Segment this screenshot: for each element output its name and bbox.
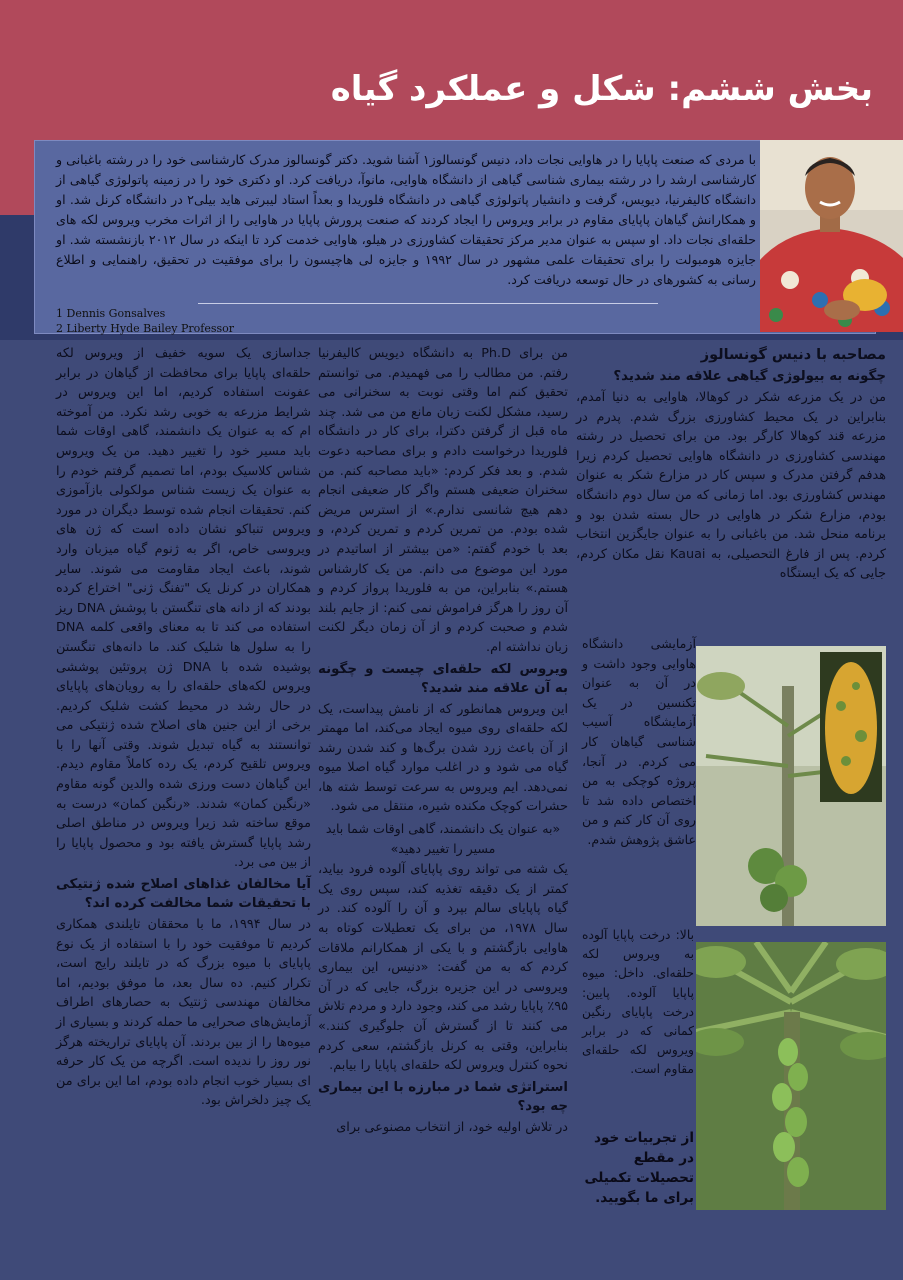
paragraph: این ویروس همانطور که از نامش پیداست، یک لکه حلقه‌ای روی میوه ایجاد می‌کند، اما مهمتر از آن باعث زرد شدن برگ‌ها و کند شدن رشد گیاه می شود و در اغلب موارد گیاه اصلا میوه نمی‌دهد. ایم ویروس به سرعت توسط شته ها، حشرات کوچک مکنده شیره، منتقل می شود. xyxy=(318,701,568,815)
photo-caption: بالا: درخت پاپایا آلوده به ویروس لکه حلقه‌ای. داخل: میوه پاپایا آلوده. پایین: درخت پاپایای رنگین کمانی که در برابر ویروس لکه حلقه‌ای مقاوم است. xyxy=(582,928,694,1077)
question-1: چگونه به بیولوژی گیاهی علاقه مند شدید؟ xyxy=(613,369,886,384)
answer-1-continued: آزمایشی دانشگاه هاوایی وجود داشت و در آن به عنوان تکنسین در یک آزمایشگاه آسیب شناسی گیاهان کار می کردم. در آنجا، پروژه کوچکی به من اختصاص داده شد تا روی آن کار کنم و من عاشق پژوهش شدم. xyxy=(582,636,696,847)
page-title: بخش ششم: شکل و عملکرد گیاه xyxy=(330,68,873,109)
interview-column-middle xyxy=(318,344,568,1139)
paragraph: جداسازی یک سویه خفیف از ویروس لکه حلقه‌ای پاپایا برای محافظت از گیاهان در برابر عفونت استفاده کردیم، اما این ویروس در شرایط مزرعه به خوبی رشد نکرد. من آموخته ام که به عنوان یک دانشمند، گاهی اوقات شما باید مسیر خود را تغییر دهید. من یک ویروس شناس کلاسیک بودم، اما تصمیم گرفتم خودم را به عنوان یک زیست شناس مولکولی بازآموزی کنم. تحقیقات انجام شده توسط دیگران در مورد ویروس تنباکو نشان داده است که ژن های ویروسی خاص، اگر به ژنوم گیاه میزبان وارد شوند، باعث ایجاد مقاومت می شوند. سایر همکاران در کرنل یک "تفنگ ژنی" اختراع کرده بودند که از دانه های تنگستن با پوشش DNA ریز استفاده می کند تا به معنای واقعی کلمه DNA را به سلول ها شلیک کند. ما دانه‌های تنگستن پوشیده شده با DNA ژن پروتئین پوششی ویروس لکه‌های حلقه‌ای را به رویان‌های پاپایای در حال رشد در محیط کشت شلیک کردیم. برخی از این جنین های اصلاح شده ژنتیکی می توانستند به گیاه تبدیل شوند. وقتی آنها را با ویروس تلقیح کردم، یک رده کاملاً مقاوم دیدم. این گیاهان دست ورزی شده والدین گونه مقاوم «رنگین کمان» شدند. «رنگین کمان» درست به موقع ساخته شد زیرا ویروس در مناطق اصلی رشد پاپایا گسترش یافته بود و محصول پاپایا را از بین می برد. xyxy=(56,346,311,871)
paragraph: در سال ۱۹۹۴، ما با محققان تایلندی همکاری کردیم تا موفقیت خود را با استفاده از یک نوع پاپایای با میوه بزرگ که در تایلند رایج است، تکرار کنیم. ده سال بعد، ما موفق بودیم، اما مخالفان مهندسی ژنتیک به حصارهای اطراف آزمایش‌های صحرایی ما حمله کردند و بسیاری از میوه‌ها را از بین بردند. آن پاپایای تراریخته هرگز نور روز را ندیده است. اگرچه من یک کار حرفه ای بسیار خوب انجام داده بودم، اما این برای من یک چیز دلخراش بود. xyxy=(56,917,311,1109)
paragraph: در تلاش اولیه خود، از انتخاب مصنوعی برای xyxy=(336,1119,568,1135)
paragraph: یک شته می تواند روی پاپایای آلوده فرود بیاید، کمتر از یک دقیقه تغذیه کند، سپس روی یک گیاه پاپایای سالم بپرد و آن را آلوده کند. در سال ۱۹۷۸، من برای یک تعطیلات کوتاه به هاوایی بازگشتم و با یکی از همکارانم ملاقات کردم که به من گفت: «دنیس، این بیماری ویروسی در این جزیره بزرگ، جایی که در آن ۹۵٪ پاپایا رشد می کند، وجود دارد و مردم تلاش می کنند تا از گسترش آن جلوگیری کنند.» بنابراین، وقتی به کرنل بازگشتم، سعی کردم نحوه کنترل ویروس لکه حلقه‌ای پاپایا را بیابم. xyxy=(318,862,568,1074)
infected-papaya-tree-photo xyxy=(696,646,886,926)
answer-1: من در یک مزرعه شکر در کوهالا، هاوایی به دنیا آمدم، بنابراین در یک محیط کشاورزی بزرگ شدم. پدرم در مزرعه قند کوهالا کارگر بود. من برای تحصیل در رشته مهندسی کشاورزی در دانشگاه هاوایی تحصیل کردم زیرا هدفم گرفتن مدرک و سپس کار در مزارع شکر به عنوان مهندس کشاورزی بود. اما زمانی که من سال دوم دانشگاه بودم، مزارع شکر در هاوایی در حال بسته شدن بود و برنامه منحل شد. من باغبانی را به عنوان جایگزین انتخاب کردم. پس از فارغ التحصیلی، به Kauai نقل مکان کردم، جایی که یک ایستگاه xyxy=(576,390,886,582)
pull-quote: از تجربیات خود در مقطع تحصیلات تکمیلی برای ما بگویید. xyxy=(584,1130,694,1206)
paragraph: من برای Ph.D به دانشگاه دیویس کالیفرنیا رفتم. من مطالب را می فهمیدم. می توانستم تحقیق کنم اما وقتی نوبت به سخنرانی می رسید، مشکل لکنت زبان مانع من می شد. چند ماه قبل از گرفتن دکترا، برای کار در دانشگاه فلوریدا درخواست دادم و برای مصاحبه دعوت شدم. و بعد فکر کردم: «باید مصاحبه کنم. من سخنران ضعیفی هستم واگر کار ضعیفی انجام دهم هیچ شانسی ندارم.» از استرس مریض شده بودم. من تمرین کردم و تمرین کردم، و بعد با خودم گفتم: «من بیشتر از اساتیدم در مورد این موضوع می دانم. من یک کارشناس هستم.» بنابراین، من به فلوریدا پرواز کردم و آن روز را هرگز فراموش نمی کنم: از جایم بلند شدم و صحبت کردم و از آن زمان دیگر لکنت زبان نداشته ام. xyxy=(318,346,568,655)
question-3: استراتژی شما در مبارزه با این بیماری چه بود؟ xyxy=(318,1079,568,1114)
footnote-1: 1 Dennis Gonsalves xyxy=(56,307,166,320)
interview-column-left xyxy=(56,344,311,1113)
portrait-photo xyxy=(760,140,903,332)
footnote-2: 2 Liberty Hyde Bailey Professor xyxy=(56,322,235,335)
interview-heading: مصاحبه با دنیس گونسالوز xyxy=(700,347,886,363)
footnote-divider xyxy=(198,303,658,304)
question-2: ویروس لکه حلقه‌ای چیست و چگونه به آن علاقه مند شدید؟ xyxy=(318,661,568,696)
question-4: آیا مخالفان غذاهای اصلاح شده ژنتیکی با تحقیقات شما مخالفت کرده اند؟ xyxy=(56,877,311,912)
inline-quote: «به عنوان یک دانشمند، گاهی اوقات شما باید مسیر را تغییر دهید» xyxy=(325,821,561,856)
rainbow-papaya-tree-photo xyxy=(696,942,886,1210)
interview-column-right xyxy=(576,344,886,586)
bio-text: با مردی که صنعت پاپایا را در هاوایی نجات داد، دنیس گونسالوز۱ آشنا شوید. دکتر گونسالوز مدرک کارشناسی خود را در رشته باغبانی و کارشناسی ارشد را در رشته بیماری شناسی گیاهی از دانشگاه هاوایی، مانوآ، دریافت کرد. او دکتری خود را در زمینه پاتولوژی گیاهی از دانشگاه کالیفرنیا، دیویس، گرفت و دانشیار پاتولوژی گیاهی در دانشگاه فلوریدا و بعداً استاد لیبرتی هاید بیلی۲ در دانشگاه کرنل شد. او و همکارانش گیاهان پاپایای مقاوم در برابر ویروس را ایجاد کردند که صنعت پرورش پاپایا در هاوایی را از اثرات مخرب ویروس لکه های حلقه‌ای نجات داد. او سپس به عنوان مدیر مرکز تحقیقات کشاورزی در هیلو، هاوایی خدمت کرد تا اینکه در سال ۲۰۱۲ بازنشسته شد. او جایزه هومبولت را برای تحقیقات علمی مشهور در سال ۱۹۹۲ و جایزه لی هاچیسون را برای موفقیت در تحقیق، راهنمایی و اطلاع رسانی به کشورهای در حال توسعه دریافت کرد. xyxy=(56,152,756,287)
